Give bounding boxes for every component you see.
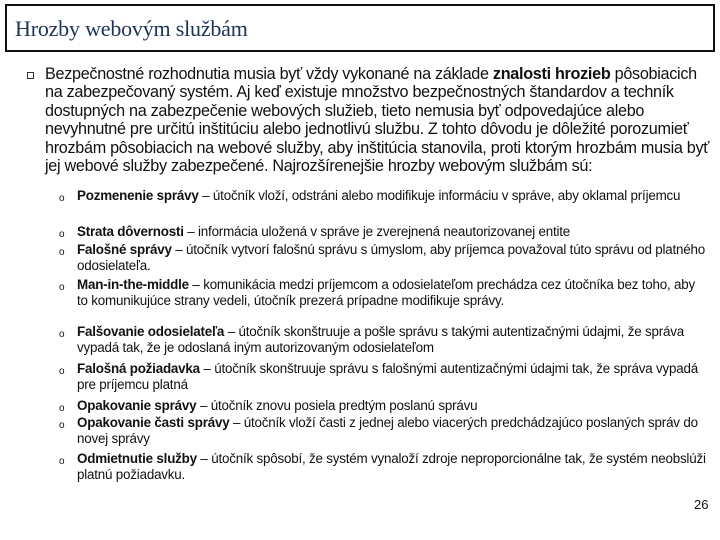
circle-bullet-icon: o — [59, 456, 65, 467]
title-box — [5, 4, 715, 52]
circle-bullet-icon: o — [59, 329, 65, 340]
circle-bullet-icon: o — [59, 403, 65, 414]
circle-bullet-icon: o — [59, 229, 65, 240]
slide-title: Hrozby webovým službám — [15, 16, 248, 41]
intro-emphasis: znalosti hrozieb — [492, 65, 611, 83]
circle-bullet-icon: o — [59, 366, 65, 377]
circle-bullet-icon: o — [59, 247, 65, 258]
intro-paragraph: Bezpečnostné rozhodnutia musia byť vždy vykonané na základe znalosti hrozieb pôsobiacich na zabezpečovaný systém. Aj keď existuje množstvo bezpečnostných štandardov a techník dostupných na zabezpečenie webových služieb, tieto nemusia byť odpovedajúce alebo nevyhnutné pre určitú inštitúciu alebo jednotlivú službu. Z tohto dôvodu je dôležité porozumieť hrozbám pôsobiacich na webové služby, aby inštitúcia stanovila, proti ktorým hrozbám musia byť jej webové služby zabezpečené. Najrozšírenejšie hrozby webovým službám sú: — [45, 65, 710, 176]
page-number: 26 — [694, 497, 709, 512]
square-bullet-icon — [27, 72, 34, 79]
circle-bullet-icon: o — [59, 282, 65, 293]
circle-bullet-icon: o — [59, 193, 65, 204]
circle-bullet-icon: o — [59, 420, 65, 431]
